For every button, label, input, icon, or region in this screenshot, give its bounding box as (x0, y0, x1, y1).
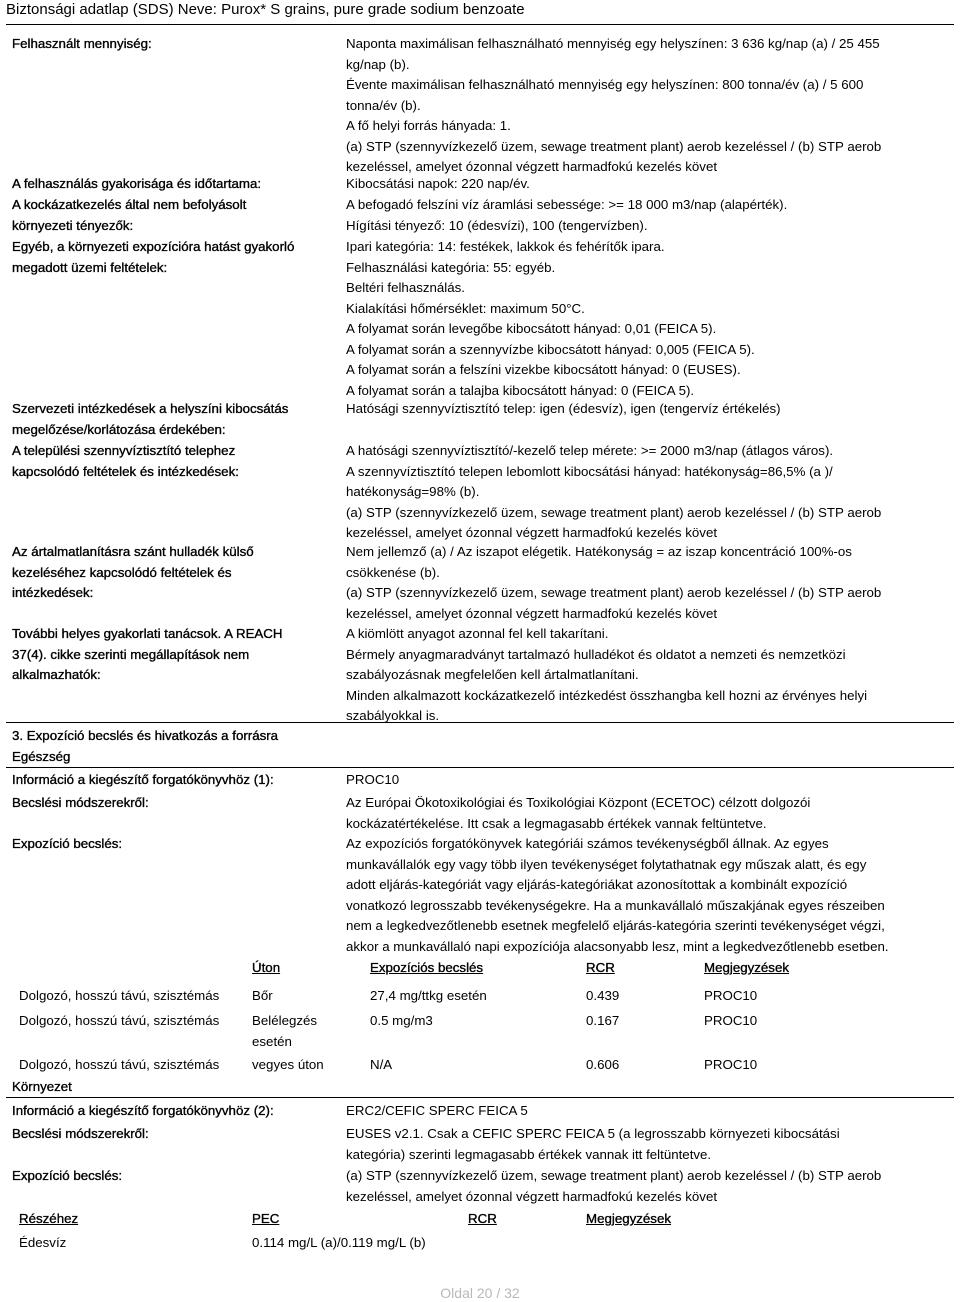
label-line: 37(4). cikke szerinti megállapítások nem (12, 646, 250, 662)
value-line: (a) STP (szennyvízkezelő üzem, sewage treatment plant) aerob kezeléssel / (b) STP aerob (346, 585, 882, 600)
value-line: Az expozíciós forgatókönyvek kategóriái számos tevékenységből állnak. Az egyes (346, 836, 829, 851)
section-title: 3. Expozíció becslés és hivatkozás a forrásra (12, 728, 279, 743)
label-line: Becslési módszerekről: (12, 795, 149, 810)
condition-label (12, 399, 334, 440)
condition-value (346, 174, 936, 195)
label-line: Információ a kiegészítő forgatókönyvhöz (2): (12, 1103, 274, 1118)
value-line: (a) STP (szennyvízkezelő üzem, sewage treatment plant) aerob kezeléssel / (b) STP aerob (346, 138, 882, 154)
health-value (346, 834, 936, 957)
label-line: Felhasznált mennyiség: (12, 36, 152, 51)
value-line: (a) STP (szennyvízkezelő üzem, sewage treatment plant) aerob kezeléssel / (b) STP aerob (346, 504, 882, 520)
value-line: ERC2/CEFIC SPERC FEICA 5 (346, 1103, 528, 1118)
condition-label (12, 542, 334, 604)
value-line: A folyamat során levegőbe kibocsátott hányad: 0,01 (FEICA 5). (346, 321, 717, 336)
condition-label (12, 34, 334, 55)
value-line: Kialakítási hőmérséklet: maximum 50°C. (346, 300, 585, 316)
label-line: kezeléséhez kapcsolódó feltételek és (12, 564, 232, 580)
section-divider (6, 767, 954, 768)
value-line: Nem jellemző (a) / Az iszapot elégetik. Hatékonyság = az iszap koncentráció 100%-os (346, 544, 852, 559)
document-header (6, 0, 954, 25)
page-number: Oldal 20 / 32 (440, 1285, 520, 1301)
value-line: EUSES v2.1. Csak a CEFIC SPERC FEICA 5 (a legrosszabb környezeti kibocsátási (346, 1126, 840, 1141)
value-line: Ipari kategória: 14: festékek, lakkok és fehérítők ipara. (346, 239, 665, 254)
value-line: szabályozásnak megfelelően kell ártalmatlanítani. (346, 667, 639, 682)
label-line: Információ a kiegészítő forgatókönyvhöz (1): (12, 772, 274, 787)
value-line: A folyamat során a szennyvízbe kibocsátott hányad: 0,005 (FEICA 5). (346, 341, 755, 357)
condition-value (346, 237, 936, 401)
condition-value (346, 195, 936, 236)
label-line: További helyes gyakorlati tanácsok. A REACH (12, 626, 283, 641)
table-cell: PROC10 (704, 1013, 758, 1028)
condition-value (346, 542, 936, 624)
label-line: Az ártalmatlanításra szánt hulladék külső (12, 544, 254, 559)
value-line: A folyamat során a felszíni vizekbe kibocsátott hányad: 0 (EUSES). (346, 362, 741, 377)
health-value (346, 770, 936, 791)
label-line: Szervezeti intézkedések a helyszíni kibocsátás (12, 401, 289, 416)
condition-label (12, 174, 334, 195)
value-line: szabályokkal is. (346, 708, 440, 723)
table-cell: Édesvíz (19, 1235, 67, 1250)
table-header-rcr: RCR (468, 1211, 497, 1226)
table-cell: Bőr (252, 988, 273, 1003)
health-label (12, 770, 334, 791)
environment-label (12, 1166, 334, 1187)
section-divider (6, 722, 954, 723)
table-cell: 0.5 mg/m3 (370, 1013, 433, 1028)
value-line: csökkenése (b). (346, 564, 440, 580)
table-header-notes: Megjegyzések (704, 960, 789, 975)
value-line: adott eljárás-kategóriát vagy eljárás-kategóriákat azonosítottak a kombinált expozíció (346, 877, 848, 892)
condition-value (346, 441, 936, 544)
value-line: Naponta maximálisan felhasználható mennyiség egy helyszínen: 3 636 kg/nap (a) / 25 455 (346, 36, 880, 51)
value-line: Hatósági szennyvíztisztító telep: igen (édesvíz), igen (tengervíz értékelés) (346, 401, 781, 416)
label-line: alkalmazhatók: (12, 667, 101, 682)
document-title: Biztonsági adatlap (SDS) Neve: Purox* S grains, pure grade sodium benzoate (6, 1, 525, 18)
health-label (12, 793, 334, 814)
table-cell: Dolgozó, hosszú távú, szisztémás (19, 1013, 220, 1028)
label-line: kapcsolódó feltételek és intézkedések: (12, 463, 239, 479)
value-line: A befogadó felszíni víz áramlási sebessége: >= 18 000 m3/nap (alapérték). (346, 197, 788, 212)
value-line: kezeléssel, amelyet ózonnal végzett harmadfokú kezelés követ (346, 1188, 718, 1204)
label-line: A települési szennyvíztisztító telephez (12, 443, 236, 458)
label-line: megadott üzemi feltételek: (12, 259, 168, 275)
value-line: A kiömlött anyagot azonnal fel kell takarítani. (346, 626, 609, 641)
table-header-pec: PEC (252, 1211, 280, 1226)
value-line: Felhasználási kategória: 55: egyéb. (346, 259, 556, 275)
value-line: kategória) szerinti legmagasabb értékek vannak itt feltüntetve. (346, 1146, 712, 1162)
value-line: hatékonyság=98% (b). (346, 484, 480, 499)
table-header-compartment: Részéhez (19, 1211, 79, 1226)
value-line: Évente maximálisan felhasználható mennyiség egy helyszínen: 800 tonna/év (a) / 5 600 (346, 77, 864, 92)
label-line: megelőzése/korlátozása érdekében: (12, 421, 226, 437)
table-cell: Dolgozó, hosszú távú, szisztémás (19, 1057, 220, 1072)
label-line: A felhasználás gyakorisága és időtartama: (12, 176, 262, 191)
value-line: Minden alkalmazott kockázatkezelő intézkedést összhangba kell hozni az érvényes helyi (346, 687, 868, 703)
value-line: Beltéri felhasználás. (346, 280, 465, 295)
label-line: Becslési módszerekről: (12, 1126, 149, 1141)
table-cell: Belélegzés esetén (252, 1013, 318, 1049)
table-cell: N/A (370, 1057, 393, 1072)
value-line: akkor a munkavállaló napi expozíciója alacsonyabb lesz, mint a legkedvezőtlenebb esetben. (346, 938, 889, 954)
value-line: Az Európai Ökotoxikológiai és Toxikológiai Központ (ECETOC) célzott dolgozói (346, 795, 811, 810)
environment-label (12, 1101, 334, 1122)
condition-value (346, 624, 936, 727)
condition-value (346, 399, 936, 420)
table-cell: 27,4 mg/ttkg esetén (370, 988, 487, 1003)
label-line: Expozíció becslés: (12, 1168, 123, 1183)
condition-label (12, 195, 334, 236)
environment-heading: Környezet (12, 1079, 72, 1094)
table-header-notes: Megjegyzések (586, 1211, 671, 1226)
table-cell: PROC10 (704, 1057, 758, 1072)
label-line: Expozíció becslés: (12, 836, 123, 851)
value-line: kezeléssel, amelyet ózonnal végzett harmadfokú kezelés követ (346, 605, 718, 621)
environment-value (346, 1124, 936, 1165)
section-divider (6, 1097, 954, 1098)
condition-label (12, 237, 334, 278)
value-line: vonatkozó legrosszabb tevékenységekre. Ha a munkavállaló műszakjának egyes részeiben (346, 897, 885, 913)
value-line: (a) STP (szennyvízkezelő üzem, sewage treatment plant) aerob kezeléssel / (b) STP aerob (346, 1168, 882, 1183)
value-line: PROC10 (346, 772, 400, 787)
value-line: A folyamat során a talajba kibocsátott hányad: 0 (FEICA 5). (346, 382, 695, 398)
environment-label (12, 1124, 334, 1145)
label-line: Egyéb, a környezeti expozícióra hatást gyakorló (12, 239, 295, 254)
condition-label (12, 624, 334, 686)
value-line: kezeléssel, amelyet ózonnal végzett harmadfokú kezelés követ (346, 525, 718, 540)
table-cell: Dolgozó, hosszú távú, szisztémás (19, 988, 220, 1003)
table-header-estimate: Expozíciós becslés (370, 960, 484, 975)
label-line: A kockázatkezelés által nem befolyásolt (12, 197, 247, 212)
table-cell: PROC10 (704, 988, 758, 1003)
value-line: kezeléssel, amelyet ózonnal végzett harmadfokú kezelés követ (346, 159, 718, 174)
value-line: A fő helyi forrás hányada: 1. (346, 118, 511, 133)
health-value (346, 793, 936, 834)
table-cell: 0.167 (586, 1013, 620, 1028)
value-line: kg/nap (b). (346, 56, 410, 72)
environment-value (346, 1166, 936, 1207)
health-heading: Egészség (12, 749, 71, 764)
value-line: Kibocsátási napok: 220 nap/év. (346, 176, 530, 191)
label-line: intézkedések: (12, 585, 94, 600)
value-line: Hígítási tényező: 10 (édesvízi), 100 (tengervízben). (346, 217, 648, 233)
value-line: Bérmely anyagmaradványt tartalmazó hulladékot és oldatot a nemzeti és nemzetközi (346, 646, 846, 662)
table-cell: 0.439 (586, 988, 620, 1003)
environment-value (346, 1101, 936, 1122)
value-line: tonna/év (b). (346, 97, 421, 113)
table-header-rcr: RCR (586, 960, 615, 975)
label-line: környezeti tényezők: (12, 217, 134, 233)
table-cell: 0.114 mg/L (a)/0.119 mg/L (b) (252, 1235, 426, 1250)
health-label (12, 834, 334, 855)
table-cell: 0.606 (586, 1057, 620, 1072)
value-line: A hatósági szennyvíztisztító/-kezelő telep mérete: >= 2000 m3/nap (átlagos város). (346, 443, 834, 458)
value-line: A szennyvíztisztító telepen lebomlott kibocsátási hányad: hatékonyság=86,5% (a )/ (346, 463, 833, 479)
condition-value (346, 34, 936, 178)
condition-label (12, 441, 334, 482)
table-header-route: Úton (252, 960, 281, 975)
value-line: kockázatértékelése. Itt csak a legmagasabb értékek vannak feltüntetve. (346, 815, 767, 831)
value-line: nem a legkedvezőtlenebb esetnek megfelelő eljárás-kategória szerinti tevékenységet végzi, (346, 918, 885, 933)
value-line: munkavállalók egy vagy több ilyen tevékenységet folytathatnak egy műszak alatt, és egy (346, 856, 867, 872)
table-cell: vegyes úton (252, 1057, 324, 1072)
